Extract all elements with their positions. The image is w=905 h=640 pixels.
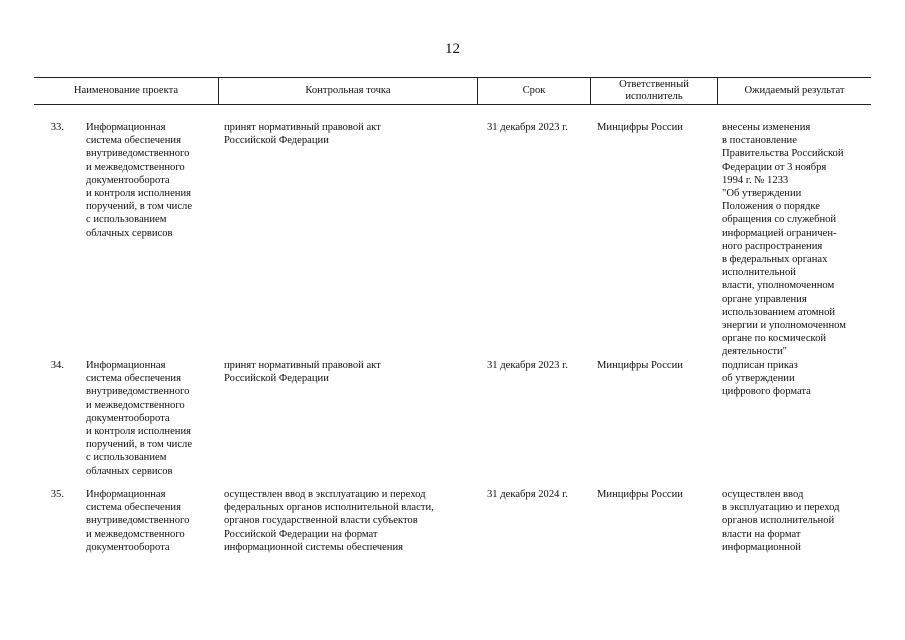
project-name: Информационная система обеспечения внутриведомственного и межведомственного документооборота и контроля исполнения поручений, в том числе с использованием облачных сервисов [86,122,193,239]
project-name: Информационная система обеспечения внутриведомственного и межведомственного документооборота и контроля исполнения поручений, в том числе с использованием облачных сервисов [86,360,193,477]
responsible: Минцифры России [597,360,683,371]
checkpoint: осуществлен ввод в эксплуатацию и переход федеральных органов исполнительной власти, органов государственной власти субъектов Российской Федерации на формат информационной системы обеспечения [224,489,434,553]
row-number: 35. [50,489,64,500]
row-number: 33. [50,122,64,133]
header-deadline: Срок [522,85,546,96]
deadline: 31 декабря 2024 г. [487,489,568,500]
expected-result: подписан приказ об утверждении цифрового формата [722,360,811,398]
expected-result: внесены изменения в постановление Правительства Российской Федерации от 3 ноября 1994 г. № 1233 "Об утверждении Положения о порядке обращения со служебной информацией ограничен- ного распространения в федеральных органах исполнительной власти, уполномоченном органе управления использованием атомной энергии и уполномоченном органе по космической деятельности" [722,122,846,358]
checkpoint: принят нормативный правовой акт Российской Федерации [224,360,381,385]
header-bottom-rule [34,104,871,105]
page-number: 12 [445,41,460,57]
checkpoint: принят нормативный правовой акт Российской Федерации [224,122,381,147]
responsible: Минцифры России [597,122,683,133]
header-checkpoint: Контрольная точка [305,85,391,96]
responsible: Минцифры России [597,489,683,500]
deadline: 31 декабря 2023 г. [487,122,568,133]
deadline: 31 декабря 2023 г. [487,360,568,371]
header-result: Ожидаемый результат [744,85,845,96]
header-project: Наименование проекта [73,85,179,96]
project-name: Информационная система обеспечения внутриведомственного и межведомственного документооборота [86,489,190,553]
expected-result: осуществлен ввод в эксплуатацию и переход органов исполнительной власти на формат информационной [722,489,840,553]
row-number: 34. [50,360,64,371]
header-responsible: Ответственный исполнитель [619,79,689,102]
